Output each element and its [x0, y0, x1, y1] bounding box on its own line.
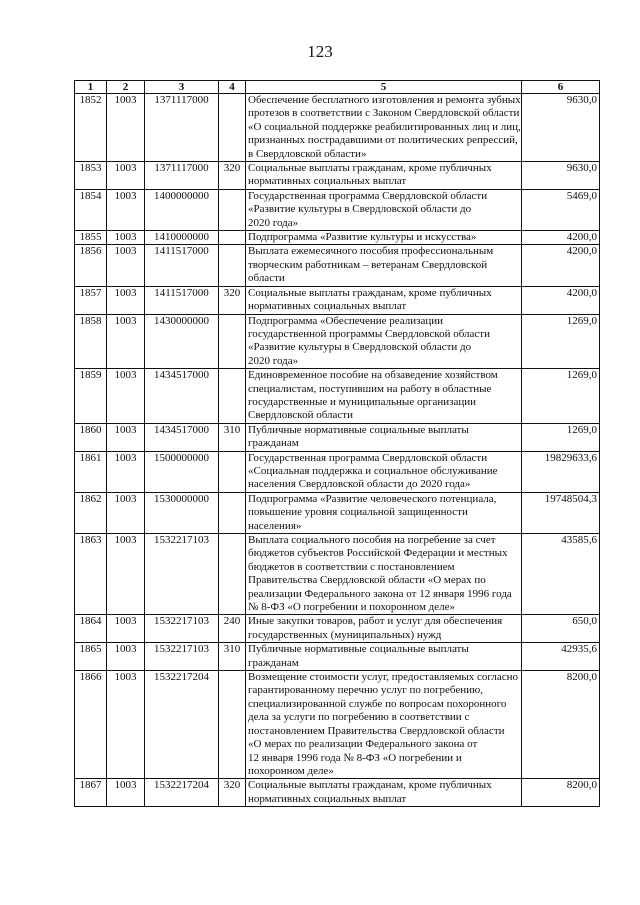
- item-name-cell: [246, 314, 522, 369]
- item-name-line: нормативных социальных выплат: [248, 792, 407, 805]
- item-name-line: постановлением Правительства Свердловской области: [248, 724, 505, 737]
- expense-kind-cell: 240: [219, 615, 246, 643]
- item-name-cell: [246, 231, 522, 245]
- item-name-line: «Социальная поддержка и социальное обслуживание: [248, 464, 498, 477]
- item-name-line: Социальные выплаты гражданам, кроме публичных: [248, 779, 492, 792]
- item-name-cell: [246, 671, 522, 779]
- item-name-line: государственных (муниципальных) нужд: [248, 628, 442, 641]
- budget-table: [74, 80, 600, 807]
- table-row: [75, 162, 600, 190]
- target-code-cell: 1532217103: [145, 534, 219, 615]
- item-name-line: Правительства Свердловской области «О мерах по: [248, 574, 486, 587]
- target-code-cell: 1430000000: [145, 314, 219, 369]
- item-name-line: Единовременное пособие на обзаведение хозяйством: [248, 369, 498, 382]
- item-name-cell: [246, 534, 522, 615]
- expense-kind-cell: 320: [219, 286, 246, 314]
- item-name-line: нормативных социальных выплат: [248, 175, 407, 188]
- item-name-line: реализации Федерального закона от 12 января 1996 года: [248, 587, 512, 600]
- row-number-cell: 1857: [75, 286, 107, 314]
- amount-cell: 9630,0: [522, 162, 600, 190]
- section-code-cell: 1003: [107, 671, 145, 779]
- section-code-cell: 1003: [107, 314, 145, 369]
- amount-cell: 42935,6: [522, 643, 600, 671]
- row-number-cell: 1856: [75, 245, 107, 286]
- section-code-cell: 1003: [107, 245, 145, 286]
- column-header: 5: [246, 81, 522, 94]
- expense-kind-cell: [219, 671, 246, 779]
- item-name-cell: [246, 492, 522, 533]
- expense-kind-cell: [219, 245, 246, 286]
- row-number-cell: 1860: [75, 423, 107, 451]
- item-name-line: Публичные нормативные социальные выплаты: [248, 643, 469, 656]
- item-name-line: «Развитие культуры в Свердловской области до: [248, 203, 472, 216]
- item-name-cell: [246, 245, 522, 286]
- item-name-line: Публичные нормативные социальные выплаты: [248, 423, 469, 436]
- section-code-cell: 1003: [107, 94, 145, 162]
- item-name-line: Свердловской области: [248, 409, 353, 422]
- amount-cell: 8200,0: [522, 671, 600, 779]
- amount-cell: 8200,0: [522, 779, 600, 807]
- item-name-line: Выплата ежемесячного пособия профессиональным: [248, 245, 494, 258]
- item-name-line: 12 января 1996 года № 8-ФЗ «О погребении и: [248, 751, 462, 764]
- expense-kind-cell: [219, 534, 246, 615]
- target-code-cell: 1411517000: [145, 286, 219, 314]
- target-code-cell: 1371117000: [145, 162, 219, 190]
- expense-kind-cell: [219, 231, 246, 245]
- item-name-line: «Развитие культуры в Свердловской области до: [248, 341, 472, 354]
- expense-kind-cell: [219, 314, 246, 369]
- column-header: 3: [145, 81, 219, 94]
- item-name-line: Подпрограмма «Развитие культуры и искусства»: [248, 231, 477, 244]
- column-header: 6: [522, 81, 600, 94]
- item-name-line: 2020 года»: [248, 354, 299, 367]
- expense-kind-cell: 310: [219, 423, 246, 451]
- section-code-cell: 1003: [107, 451, 145, 492]
- item-name-line: «О социальной поддержке реабилитированных лиц и лиц,: [248, 120, 521, 133]
- item-name-line: Подпрограмма «Обеспечение реализации: [248, 314, 443, 327]
- amount-cell: 19829633,6: [522, 451, 600, 492]
- item-name-line: Возмещение стоимости услуг, предоставляемых согласно: [248, 671, 519, 684]
- item-name-line: в Свердловской области»: [248, 147, 367, 160]
- row-number-cell: 1854: [75, 189, 107, 230]
- page-number: 123: [307, 42, 333, 61]
- row-number-cell: 1858: [75, 314, 107, 369]
- table-row: [75, 779, 600, 807]
- table-row: [75, 615, 600, 643]
- item-name-line: «О мерах по реализации Федерального закона от: [248, 738, 478, 751]
- row-number-cell: 1859: [75, 369, 107, 424]
- table-row: [75, 423, 600, 451]
- item-name-cell: [246, 189, 522, 230]
- item-name-line: гарантированному перечню услуг по погребению,: [248, 684, 483, 697]
- amount-cell: 5469,0: [522, 189, 600, 230]
- row-number-cell: 1861: [75, 451, 107, 492]
- section-code-cell: 1003: [107, 162, 145, 190]
- amount-cell: 1269,0: [522, 423, 600, 451]
- item-name-cell: [246, 423, 522, 451]
- table-row: [75, 369, 600, 424]
- item-name-cell: [246, 615, 522, 643]
- item-name-cell: [246, 162, 522, 190]
- target-code-cell: 1530000000: [145, 492, 219, 533]
- amount-cell: 9630,0: [522, 94, 600, 162]
- row-number-cell: 1866: [75, 671, 107, 779]
- item-name-line: творческим работникам – ветеранам Свердловской: [248, 258, 488, 271]
- amount-cell: 43585,6: [522, 534, 600, 615]
- expense-kind-cell: [219, 189, 246, 230]
- item-name-cell: [246, 94, 522, 162]
- amount-cell: 1269,0: [522, 369, 600, 424]
- amount-cell: 19748504,3: [522, 492, 600, 533]
- column-header: 1: [75, 81, 107, 94]
- target-code-cell: 1532217204: [145, 779, 219, 807]
- item-name-line: дела за услуги по погребению в соответствии с: [248, 711, 470, 724]
- section-code-cell: 1003: [107, 369, 145, 424]
- section-code-cell: 1003: [107, 231, 145, 245]
- row-number-cell: 1855: [75, 231, 107, 245]
- item-name-line: гражданам: [248, 437, 299, 450]
- table-row: [75, 94, 600, 162]
- table-row: [75, 314, 600, 369]
- item-name-line: области: [248, 272, 285, 285]
- target-code-cell: 1500000000: [145, 451, 219, 492]
- target-code-cell: 1532217204: [145, 671, 219, 779]
- target-code-cell: 1400000000: [145, 189, 219, 230]
- item-name-line: Социальные выплаты гражданам, кроме публичных: [248, 162, 492, 175]
- expense-kind-cell: [219, 369, 246, 424]
- item-name-line: гражданам: [248, 656, 299, 669]
- table-row: [75, 671, 600, 779]
- amount-cell: 1269,0: [522, 314, 600, 369]
- table-row: [75, 286, 600, 314]
- section-code-cell: 1003: [107, 286, 145, 314]
- table-row: [75, 534, 600, 615]
- table-body: [75, 94, 600, 807]
- row-number-cell: 1853: [75, 162, 107, 190]
- item-name-cell: [246, 369, 522, 424]
- expense-kind-cell: 320: [219, 162, 246, 190]
- item-name-line: Социальные выплаты гражданам, кроме публичных: [248, 286, 492, 299]
- target-code-cell: 1410000000: [145, 231, 219, 245]
- row-number-cell: 1862: [75, 492, 107, 533]
- row-number-cell: 1863: [75, 534, 107, 615]
- section-code-cell: 1003: [107, 779, 145, 807]
- column-header: 4: [219, 81, 246, 94]
- table-row: [75, 231, 600, 245]
- section-code-cell: 1003: [107, 492, 145, 533]
- item-name-cell: [246, 286, 522, 314]
- row-number-cell: 1864: [75, 615, 107, 643]
- item-name-line: повышение уровня социальной защищенности: [248, 506, 468, 519]
- expense-kind-cell: [219, 451, 246, 492]
- table-row: [75, 492, 600, 533]
- row-number-cell: 1865: [75, 643, 107, 671]
- item-name-line: специалистам, поступившим на работу в областные: [248, 382, 492, 395]
- target-code-cell: 1434517000: [145, 423, 219, 451]
- section-code-cell: 1003: [107, 534, 145, 615]
- item-name-line: Государственная программа Свердловской области: [248, 189, 488, 202]
- row-number-cell: 1852: [75, 94, 107, 162]
- item-name-line: Обеспечение бесплатного изготовления и ремонта зубных: [248, 94, 521, 106]
- item-name-line: Иные закупки товаров, работ и услуг для обеспечения: [248, 615, 503, 628]
- item-name-line: государственной программы Свердловской области: [248, 327, 490, 340]
- target-code-cell: 1532217103: [145, 615, 219, 643]
- item-name-line: Подпрограмма «Развитие человеческого потенциала,: [248, 492, 497, 505]
- section-code-cell: 1003: [107, 643, 145, 671]
- amount-cell: 650,0: [522, 615, 600, 643]
- item-name-cell: [246, 643, 522, 671]
- section-code-cell: 1003: [107, 189, 145, 230]
- target-code-cell: 1532217103: [145, 643, 219, 671]
- expense-kind-cell: [219, 94, 246, 162]
- item-name-line: похоронном деле»: [248, 764, 334, 777]
- item-name-line: населения Свердловской области до 2020 года»: [248, 478, 471, 491]
- section-code-cell: 1003: [107, 423, 145, 451]
- table-row: [75, 245, 600, 286]
- table-row: [75, 189, 600, 230]
- expense-kind-cell: [219, 492, 246, 533]
- item-name-cell: [246, 779, 522, 807]
- table-row: [75, 643, 600, 671]
- amount-cell: 4200,0: [522, 231, 600, 245]
- item-name-cell: [246, 451, 522, 492]
- item-name-line: населения»: [248, 519, 302, 532]
- item-name-line: специализированной службе по вопросам похоронного: [248, 697, 507, 710]
- table-header-row: [75, 81, 600, 94]
- table-row: [75, 451, 600, 492]
- target-code-cell: 1371117000: [145, 94, 219, 162]
- item-name-line: бюджетов в соответствии с постановлением: [248, 560, 455, 573]
- expense-kind-cell: 310: [219, 643, 246, 671]
- expense-kind-cell: 320: [219, 779, 246, 807]
- item-name-line: бюджетов субъектов Российской Федерации и местных: [248, 547, 508, 560]
- amount-cell: 4200,0: [522, 286, 600, 314]
- target-code-cell: 1411517000: [145, 245, 219, 286]
- item-name-line: Выплата социального пособия на погребение за счет: [248, 534, 496, 546]
- item-name-line: признанных пострадавшими от политических репрессий,: [248, 134, 518, 147]
- section-code-cell: 1003: [107, 615, 145, 643]
- item-name-line: протезов в соответствии с Законом Свердловской области: [248, 107, 520, 120]
- column-header: 2: [107, 81, 145, 94]
- amount-cell: 4200,0: [522, 245, 600, 286]
- row-number-cell: 1867: [75, 779, 107, 807]
- item-name-line: 2020 года»: [248, 216, 299, 229]
- target-code-cell: 1434517000: [145, 369, 219, 424]
- item-name-line: № 8-ФЗ «О погребении и похоронном деле»: [248, 601, 456, 614]
- item-name-line: государственные и муниципальные организации: [248, 395, 477, 408]
- item-name-line: нормативных социальных выплат: [248, 300, 407, 313]
- item-name-line: Государственная программа Свердловской области: [248, 451, 488, 464]
